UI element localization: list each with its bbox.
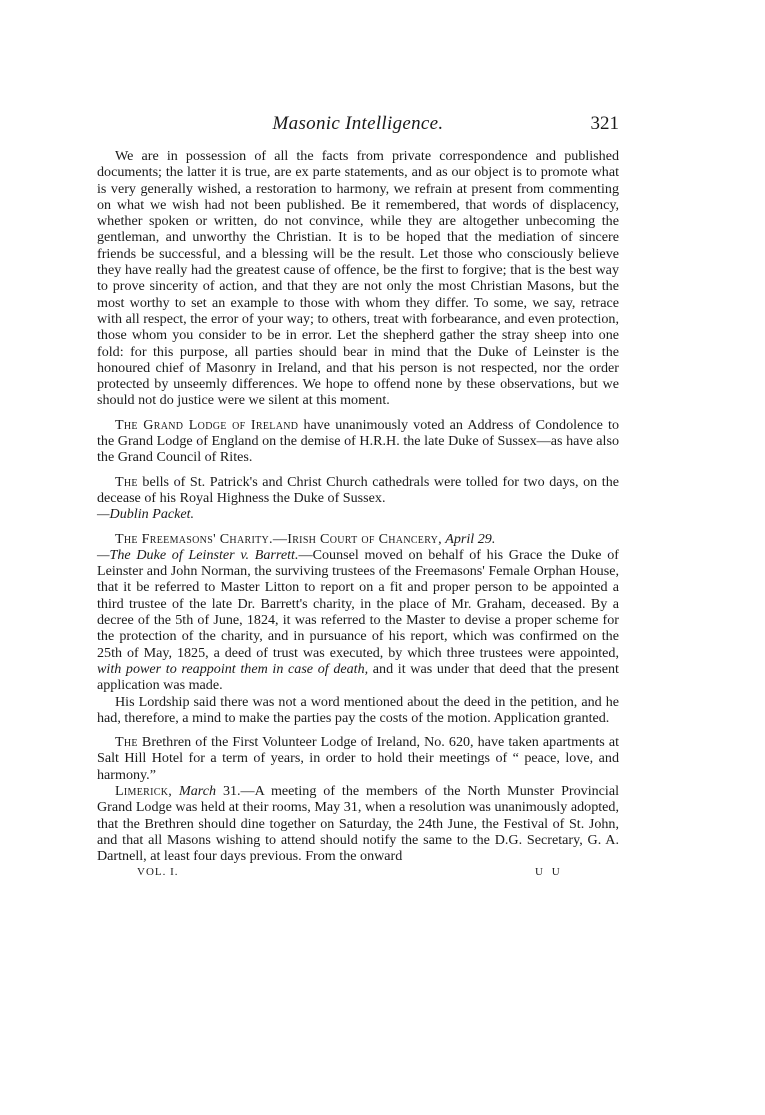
paragraph-bells	[97, 474, 619, 523]
date-text: April 29.	[441, 530, 496, 547]
running-title: Masonic Intelligence.	[272, 113, 444, 134]
volume-mark: VOL. I.	[137, 866, 179, 879]
lead-words: The Grand Lodge of Ireland	[115, 416, 299, 433]
paragraph-grand-lodge	[97, 417, 619, 466]
paragraph-text: and it was under that deed that the present application was made.	[97, 660, 619, 694]
lead-words: The	[115, 473, 138, 490]
page	[97, 113, 619, 880]
running-head	[97, 113, 619, 139]
case-title: —The Duke of Leinster v. Barrett.	[97, 546, 299, 563]
paragraph-limerick	[97, 783, 619, 864]
italic-text: with power to reappoint them in case of death,	[97, 660, 369, 677]
paragraph-text: —Counsel moved on behalf of his Grace the Duke of Leinster and John Norman, the surviving trustees of the Freemasons' Female Orphan House, that it be referred to Master Litton to report on a fit and proper person to be appointed a third trustee of the late Dr. Barrett's charity, in the place of Mr. Graham, deceased. By a decree of the 5th of June, 1824, it was referred to the Master to devise a proper scheme for the protection of the charity, and in pursuance of his report, which was confirmed on the 25th of May, 1825, a deed of trust was executed, by which three trustees were appointed,	[97, 546, 619, 661]
lead-words: The	[115, 734, 138, 751]
lead-words: The Freemasons' Charity.—Irish Court of Chancery,	[115, 530, 442, 547]
paragraph-text: 31.—A meeting of the members of the North Munster Provincial Grand Lodge was held at their rooms, May 31, when a resolution was unanimously adopted, that the Brethren should dine together on Saturday, the 24th June, the Festival of St. John, and that all Masons wishing to attend should notify the same to the D.G. Secretary, G. A. Dartnell, at least four days previous. From the onward	[97, 782, 620, 865]
source-citation: —Dublin Packet.	[97, 506, 195, 523]
page-number: 321	[590, 113, 619, 134]
paragraph-text: have unanimously voted an Address of Condolence to the Grand Lodge of England on the demise of H.R.H. the late Duke of Sussex—as have also the Grand Council of Rites.	[97, 416, 620, 466]
date-text: March	[172, 782, 217, 799]
paragraph-lordship: His Lordship said there was not a word mentioned about the deed in the petition, and he had, therefore, a mind to make the parties pay the costs of the motion. Application granted.	[97, 693, 619, 726]
paragraph-editorial: We are in possession of all the facts from private correspondence and published documents; the latter it is true, are ex parte statements, and as our object is to promote what is very generally wished, a restoration to harmony, we refrain at present from commenting on what we wish had not been published. Be it remembered, that words of displacency, whether spoken or written, do not convince, while they are altogether unbecoming the gentleman, and unworthy the Christian. It is to be hoped that the mediation of sincere friends be successful, and a blessing will be the result. Let those who consciously believe they have really had the greatest cause of offence, be the first to forgive; that is the best way to prove sincerity of action, and that they are not only the most Christian Masons, but the most worthy to set an example to those with whom they differ. To some, we say, retrace with all respect, the error of your way; to others, treat with forbearance, and even protection, those whom you consider to be in error. Let the shepherd gather the stray sheep into one fold: for this purpose, all parties should bear in mind that the Duke of Leinster is the honoured chief of Masonry in Ireland, and that his person is not respected, nor the order protected by unseemly differences. We hope to offend none by these observations, but we should not do justice were we silent at this moment.	[97, 148, 619, 409]
paragraph-text: bells of St. Patrick's and Christ Church cathedrals were tolled for two days, on the decease of his Royal Highness the Duke of Sussex.	[97, 473, 619, 506]
signature-mark: U U	[535, 866, 563, 879]
lead-words: Limerick,	[115, 782, 173, 799]
page-footer	[97, 866, 619, 880]
paragraph-charity	[97, 531, 619, 694]
paragraph-volunteer-lodge	[97, 734, 619, 783]
paragraph-text: Brethren of the First Volunteer Lodge of Ireland, No. 620, have taken apartments at Salt Hill Hotel for a term of years, in order to hold their meetings of “ peace, love, and harmony.”	[97, 734, 619, 783]
